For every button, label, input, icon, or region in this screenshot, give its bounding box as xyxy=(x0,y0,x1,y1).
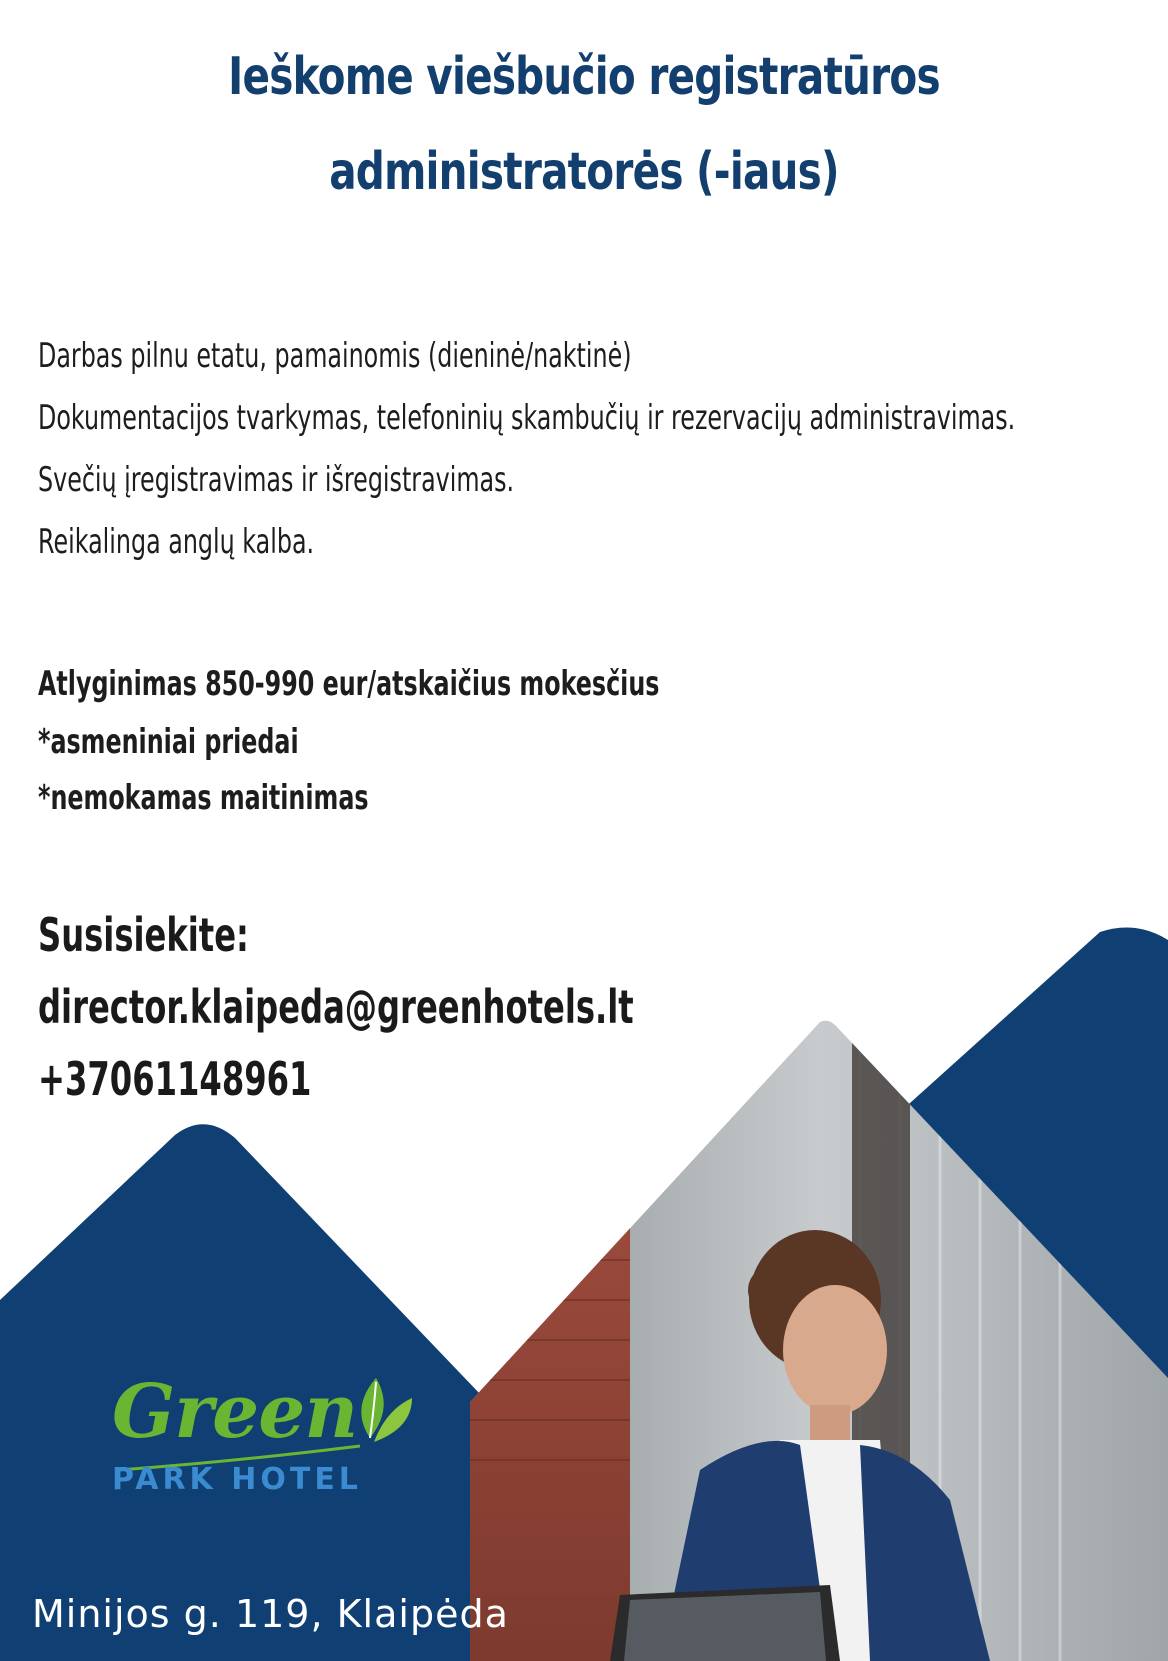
logo-subtitle: PARK HOTEL xyxy=(112,1462,362,1497)
title-line-1: Ieškome viešbučio registratūros xyxy=(228,47,940,107)
hotel-logo xyxy=(112,1369,402,1497)
duty-line-tasks: Dokumentacijos tvarkymas, telefoninių skambučių ir rezervacijų administravimas. xyxy=(38,398,1016,438)
contact-email[interactable]: director.klaipeda@greenhotels.lt xyxy=(38,980,634,1034)
title-line-2: administratorės (-iaus) xyxy=(329,142,839,202)
contact-heading: Susisiekite: xyxy=(38,908,249,962)
logo-brand: Green xyxy=(112,1369,358,1455)
duty-line-schedule: Darbas pilnu etatu, pamainomis (dieninė/naktinė) xyxy=(38,336,632,376)
duty-line-language: Reikalinga anglų kalba. xyxy=(38,522,315,562)
salary-text: Atlyginimas 850-990 eur/atskaičius mokesčius xyxy=(38,664,660,704)
perk-meals: *nemokamas maitinimas xyxy=(38,778,369,818)
hotel-address: Minijos g. 119, Klaipėda xyxy=(32,1592,509,1636)
perk-bonus: *asmeniniai priedai xyxy=(38,722,299,762)
contact-phone[interactable]: +37061148961 xyxy=(38,1052,312,1106)
page-title xyxy=(128,30,1039,220)
duty-line-checkin: Svečių įregistravimas ir išregistravimas. xyxy=(38,460,515,500)
